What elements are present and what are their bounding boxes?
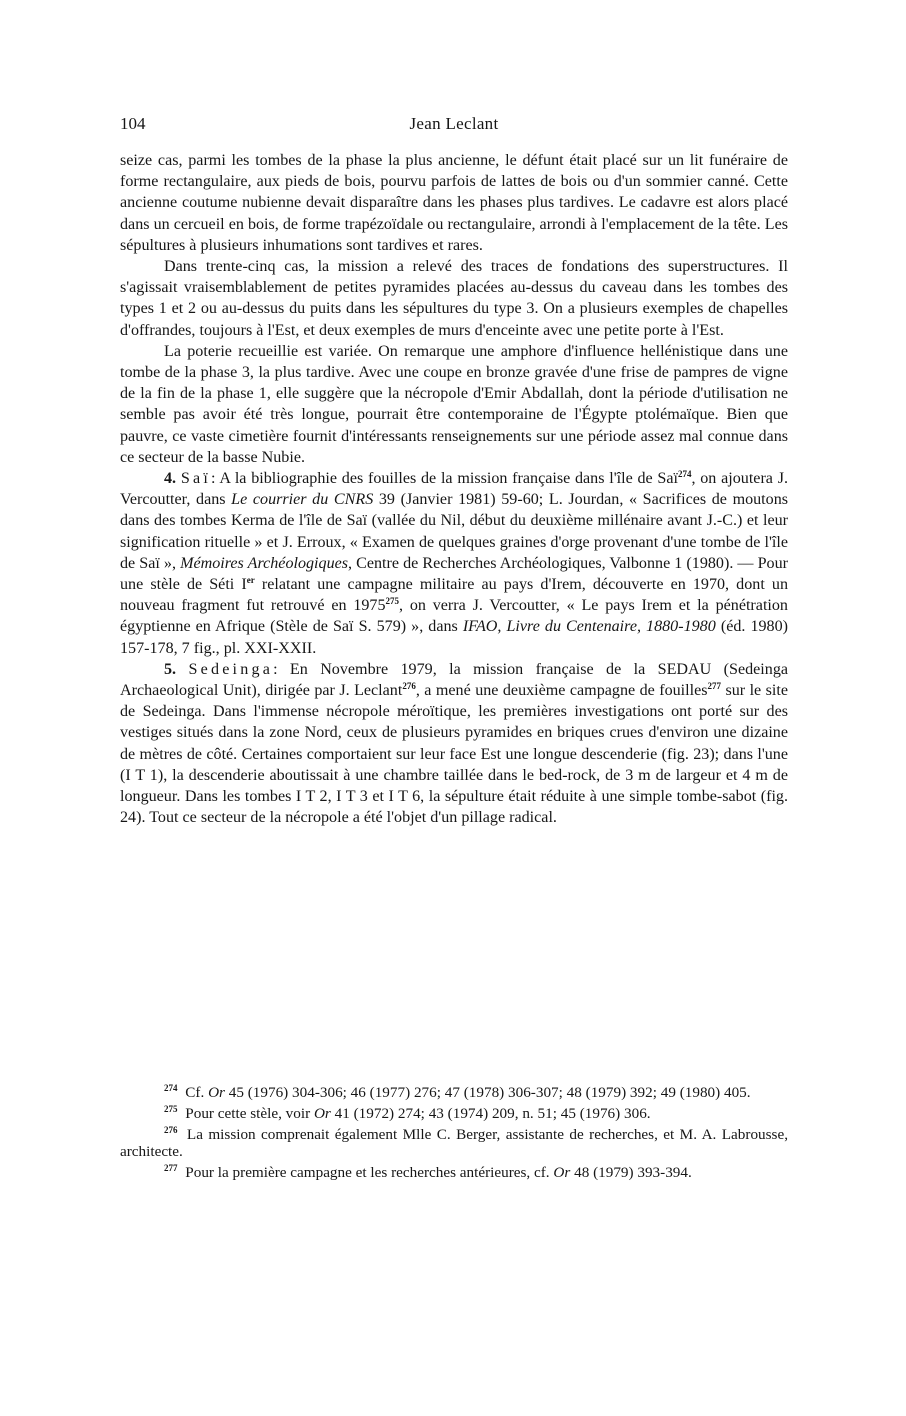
footnote-reference: 276 bbox=[402, 681, 416, 692]
text-run: Dans trente-cinq cas, la mission a relevé des traces de fondations des superstructures. Il s'agissait vraisemblablement de petites pyramides placées au-dessus du caveau dans les tombes des types 1 et 2 ou au-dessus du puits dans les sépultures du type 3. On a plusieurs exemples de chapelles d'offrandes, toujours à l'Est, et deux exemples de murs d'enceinte avec une petite porte à l'Est. bbox=[120, 258, 788, 339]
footnote bbox=[120, 1160, 788, 1181]
section-number: 4. bbox=[164, 470, 181, 488]
section-number: 5. bbox=[164, 660, 189, 678]
text-run: , a mené une deuxième campagne de fouilles bbox=[415, 682, 708, 700]
text-run: La mission comprenait également Mlle C. Berger, assistante de recherches, et M. A. Labrousse, architecte. bbox=[120, 1126, 788, 1160]
footnote bbox=[120, 1101, 788, 1122]
footnote bbox=[120, 1080, 788, 1101]
text-run: Cf. bbox=[181, 1084, 209, 1101]
footnote-reference: 277 bbox=[707, 681, 721, 692]
text-run: 45 (1976) 304-306; 46 (1977) 276; 47 (1978) 306-307; 48 (1979) 392; 49 (1980) 405. bbox=[224, 1084, 751, 1101]
italic-text: Or bbox=[313, 1105, 331, 1122]
text-run: Pour la première campagne et les recherches antérieures, cf. bbox=[181, 1164, 554, 1181]
footnote-reference: er bbox=[246, 575, 255, 586]
paragraph bbox=[120, 341, 788, 468]
italic-text: Mémoires Archéologiques bbox=[180, 554, 349, 572]
footnote bbox=[120, 1122, 788, 1160]
text-run: Pour cette stèle, voir bbox=[181, 1105, 314, 1122]
paragraph bbox=[120, 468, 788, 659]
text-run: , Centre de Recherches Archéologiques, Valbonne 1 (1980). — Pour une stèle de Séti I bbox=[120, 554, 788, 594]
text-run: , on verra J. Vercoutter, « Le pays Irem et la pénétration égyptienne en Afrique (Stèle de Saï S. 579) », dans bbox=[120, 597, 788, 636]
text-run: La poterie recueillie est variée. On remarque une amphore d'influence hellénistique dans une tombe de la phase 3, la plus tardive. Avec une coupe en bronze gravée d'une frise de pampres de vigne de la fin de la phase 1, elle suggère que la nécropole d'Emir Abdallah, dont la période d'utilisation ne semble pas avoir été très longue, pourrait être contemporaine de l'Égypte ptolémaïque. Bien que pauvre, ce vaste cimetière fournit d'intéressants renseignements sur une période assez mal connue dans ce secteur de la basse Nubie. bbox=[120, 342, 788, 466]
paragraph bbox=[120, 659, 788, 829]
footnote-number: 276 bbox=[164, 1125, 178, 1135]
italic-text: Le courrier du CNRS bbox=[231, 491, 374, 509]
italic-text: Or bbox=[208, 1084, 225, 1101]
text-run: (éd. 1980) 157-178, 7 fig., pl. XXI-XXII. bbox=[120, 618, 789, 657]
section-heading: Sedeinga bbox=[188, 660, 274, 678]
footnote-number: 275 bbox=[164, 1104, 178, 1114]
text-run: sur le site de Sedeinga. Dans l'immense nécropole méroïtique, les premières investigations ont porté sur des vestiges situés dans la zone Nord, ceux de plusieurs pyramides en briques crues d'environ une dizaine de mètres de côté. Certaines comportaient sur leur face Est une longue descenderie (fig. 23); dans l'une (I T 1), la descenderie aboutissait à une chambre taillée dans le bed-rock, de 3 m de largeur et 4 m de longueur. Dans les tombes I T 2, I T 3 et I T 6, la sépulture était réduite à une simple tombe-sabot (fig. 24). Tout ce secteur de la nécropole a été l'objet d'un pillage radical. bbox=[120, 682, 788, 827]
text-run: relatant une campagne militaire au pays d'Irem, découverte en 1970, dont un nouveau fragment fut retrouvé en 1975 bbox=[120, 576, 788, 615]
text-run: 48 (1979) 393-394. bbox=[570, 1164, 692, 1181]
italic-text: IFAO, Livre du Centenaire, 1880-1980 bbox=[462, 618, 716, 636]
footnotes bbox=[120, 1080, 788, 1181]
text-run: : A la bibliographie des fouilles de la mission française dans l'île de Saï bbox=[211, 470, 678, 488]
paragraph bbox=[120, 256, 788, 341]
text-run: 41 (1972) 274; 43 (1974) 209, n. 51; 45 (1976) 306. bbox=[330, 1105, 651, 1122]
text-run: , on ajoutera J. Vercoutter, dans bbox=[120, 470, 788, 509]
text-run: : En Novembre 1979, la mission française de la SEDAU (Sedeinga Archaeological Unit), dirigée par J. Leclant bbox=[120, 660, 789, 700]
section-heading: Saï bbox=[180, 470, 211, 488]
running-title: Jean Leclant bbox=[409, 114, 499, 133]
text-run: seize cas, parmi les tombes de la phase la plus ancienne, le défunt était placé sur un lit funéraire de forme rectangulaire, aux pieds de bois, pourvu parfois de lattes de bois ou d'un sommier canné. Cette ancienne coutume nubienne devait disparaître dans les phases plus tardives. Le cadavre est alors placé dans un cercueil en bois, de forme trapézoïdale ou rectangulaire, arrondi à l'emplacement de la tête. Les sépultures à plusieurs inhumations sont tardives et rares. bbox=[120, 152, 788, 254]
footnote-reference: 275 bbox=[385, 596, 400, 607]
footnote-reference: 274 bbox=[677, 469, 692, 480]
page-number: 104 bbox=[120, 114, 146, 133]
main-text bbox=[120, 150, 788, 829]
footnote-number: 277 bbox=[164, 1163, 178, 1173]
footnote-number: 274 bbox=[164, 1083, 178, 1093]
italic-text: Or bbox=[553, 1164, 571, 1181]
paragraph bbox=[120, 150, 788, 256]
page-header bbox=[120, 114, 788, 140]
text-run: 39 (Janvier 1981) 59-60; L. Jourdan, « Sacrifices de moutons dans des tombes Kerma de l'île de Saï (vallée du Nil, début du deuxième millénaire avant J.-C.) et leur signification rituelle » et J. Erroux, « Examen de quelques graines d'orge provenant d'une tombe de l'île de Saï », bbox=[120, 491, 789, 572]
